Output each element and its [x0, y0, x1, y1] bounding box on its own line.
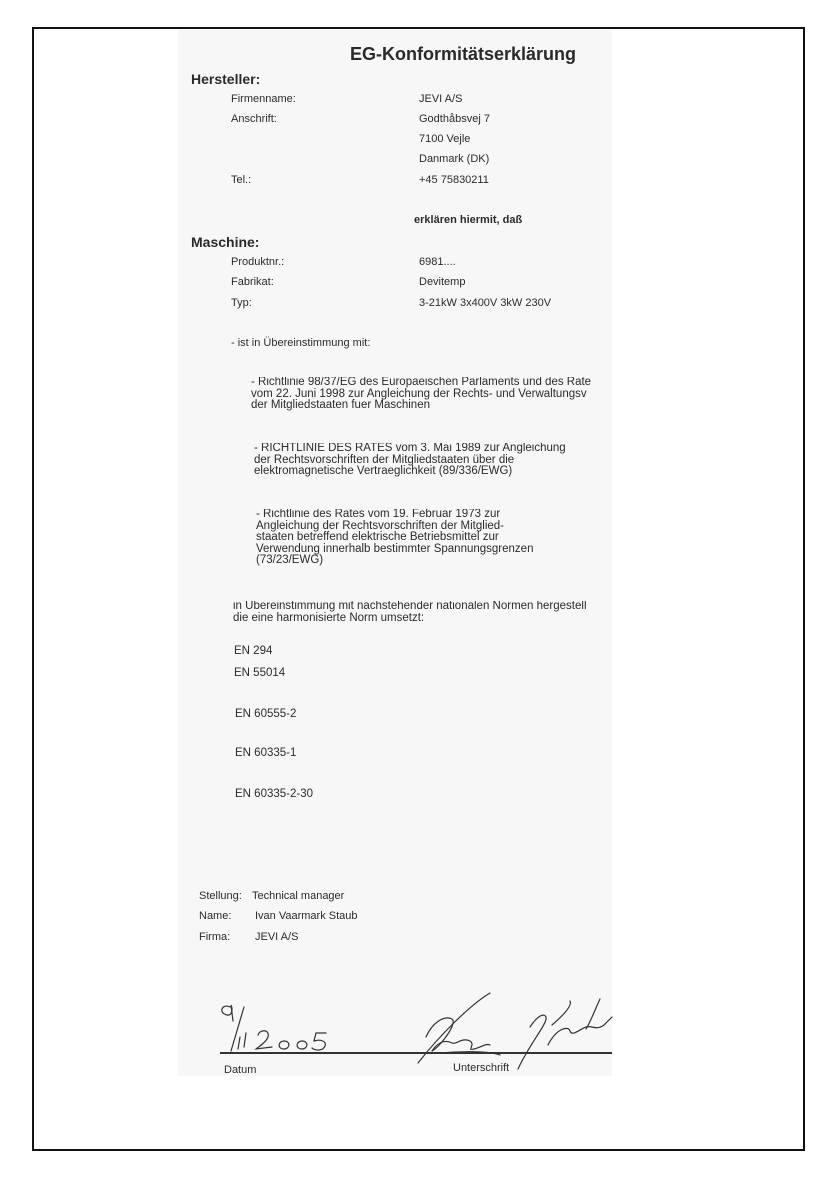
norm-item: EN 60555-2 [235, 708, 297, 720]
directive-block [251, 377, 612, 412]
norm-item: EN 60335-1 [235, 747, 297, 759]
hersteller-value: Godthåbsvej 7 [419, 113, 490, 125]
norm-item: EN 60335-2-30 [235, 788, 313, 800]
maschine-label: Fabrikat: [231, 276, 274, 288]
maschine-heading: Maschine: [191, 234, 260, 250]
norms-intro-line: die eine harmonisierte Norm umsetzt: [233, 611, 425, 624]
directive-line: elektromagnetische Vertraeglichkeit (89/336/EWG) [254, 465, 513, 477]
datum-label: Datum [224, 1064, 257, 1076]
hersteller-heading: Hersteller: [191, 71, 261, 87]
directive-block [254, 443, 612, 478]
signatory-label: Name: [199, 910, 232, 922]
directive-line: staaten betreffend elektrische Betriebsmittel zur [256, 531, 499, 543]
norms-intro [233, 601, 612, 624]
handwriting [200, 985, 620, 1075]
maschine-value: 6981.... [419, 256, 456, 268]
directive-line: - Richtlinie 98/37/EG des Europaeischen Parlaments und des Rate [251, 377, 592, 388]
hersteller-value: +45 75830211 [419, 174, 489, 186]
unterschrift-label: Unterschrift [453, 1062, 510, 1074]
directive-line: der Mitgliedstaaten fuer Maschinen [251, 399, 430, 411]
directive-line: - Richtlinie des Rates vom 19. Februar 1973 zur [256, 509, 501, 520]
handwritten-date [222, 1005, 326, 1051]
declaration-text: erklären hiermit, daß [414, 214, 523, 226]
hersteller-label: Tel.: [231, 174, 252, 186]
hersteller-value: JEVI A/S [419, 93, 463, 105]
directive-line: - RICHTLINIE DES RATES vom 3. Mai 1989 zur Angleichung [254, 443, 566, 454]
directive-line: der Rechtsvorschriften der Mitgliedstaaten über die [254, 453, 515, 466]
maschine-value: 3-21kW 3x400V 3kW 230V [419, 297, 552, 309]
directive-block [256, 509, 612, 567]
signatory-label: Firma: [199, 931, 231, 943]
hersteller-label: Anschrift: [231, 113, 277, 125]
directive-line: Angleichung der Rechtsvorschriften der Mitglied- [256, 519, 505, 532]
hersteller-value: Danmark (DK) [419, 153, 490, 165]
signatory-label: Stellung: [199, 890, 242, 902]
signature-line [220, 1052, 612, 1054]
signatory-value: Ivan Vaarmark Staub [255, 910, 358, 922]
norm-item: EN 294 [234, 645, 273, 657]
directive-line: vom 22. Juni 1998 zur Angleichung der Rechts- und Verwaltungsv [251, 387, 587, 400]
hersteller-value: 7100 Vejle [419, 133, 471, 145]
directive-line: Verwendung innerhalb bestimmter Spannungsgrenzen [256, 542, 534, 555]
directive-line: (73/23/EWG) [256, 554, 324, 566]
conformity-intro: - ist in Übereinstimmung mit: [231, 337, 371, 349]
maschine-value: Devitemp [419, 276, 466, 288]
maschine-label: Produktnr.: [231, 256, 285, 268]
signatory-value: Technical manager [252, 890, 345, 902]
signatory-value: JEVI A/S [255, 931, 299, 943]
hersteller-label: Firmenname: [231, 93, 296, 105]
norms-intro-line: in Übereinstimmung mit nachstehender nationalen Normen hergestell [233, 601, 587, 612]
document-title: EG-Konformitätserklärung [350, 44, 577, 64]
signature-icon [418, 993, 612, 1069]
maschine-label: Typ: [231, 297, 252, 309]
norm-item: EN 55014 [234, 667, 286, 679]
